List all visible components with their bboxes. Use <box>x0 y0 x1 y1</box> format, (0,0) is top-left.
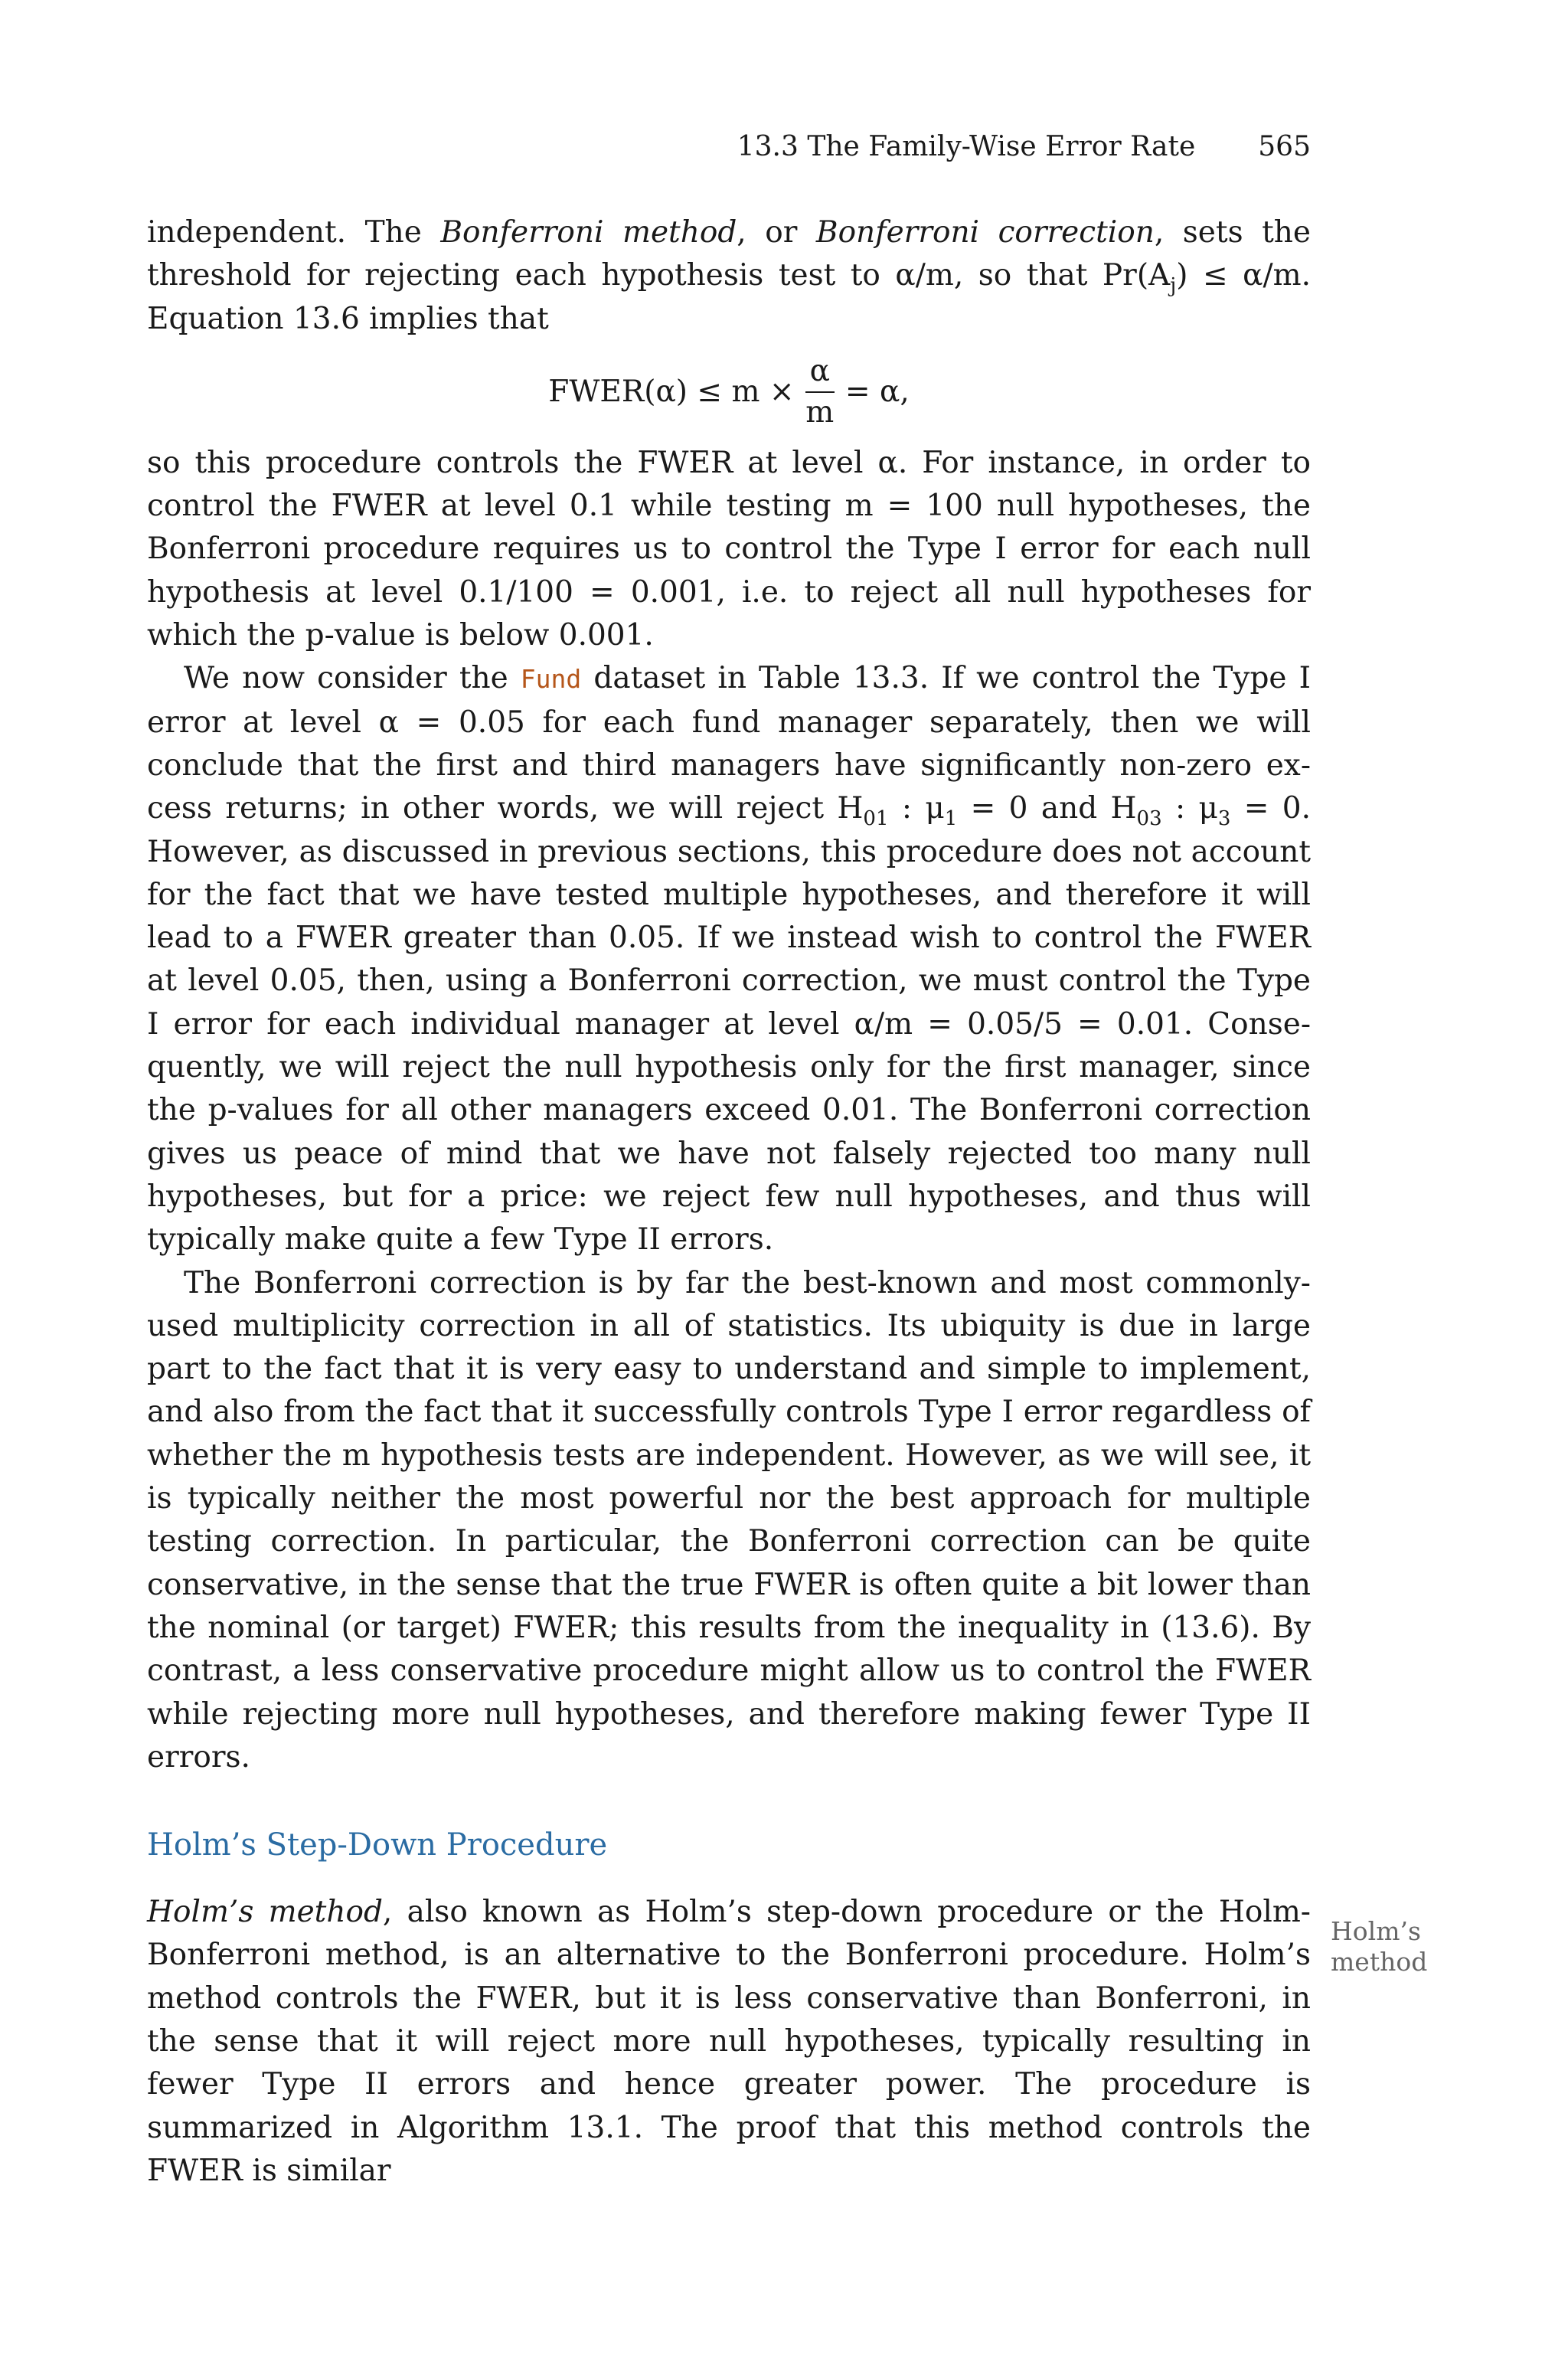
running-head <box>737 130 1311 164</box>
p1-term-bonferroni-method: Bonferroni method <box>440 215 737 250</box>
fund-dataset-code: Fund <box>520 664 582 695</box>
paragraph-5 <box>147 1891 1311 2193</box>
p1-term-bonferroni-correction: Bonferroni correction <box>815 215 1155 250</box>
p1-text-a: independent. The <box>147 215 441 250</box>
p3-sub-3: 3 <box>1217 807 1231 831</box>
p3-sub-1: 1 <box>944 807 958 831</box>
margin-note-line-2: method <box>1331 1947 1428 1977</box>
equation-lhs: FWER(α) ≤ m × <box>548 374 795 409</box>
paragraph-4: The Bonferroni correction is by far the best-known and most commonly-used multiplicity correction in all of statistics. Its ubiquity is due in large part to the fact that it is very easy to understand and simple to implement, and also from the fact that it successfully controls Type I error regardless of whether the m hypothesis tests are independent. However, as we will see, it is typically neither the most powerful nor the best approach for multiple testing correction. In particular, the Bonferroni correction can be quite conservative, in the sense that the true FWER is often quite a bit lower than the nominal (or target) FWER; this results from the inequality in (13.6). By contrast, a less conservative procedure might allow us to control the FWER while rejecting more null hypotheses, and therefore making fewer Type II errors. <box>147 1265 1311 1775</box>
paragraph-1 <box>147 211 1311 341</box>
fraction-denominator: m <box>805 394 835 430</box>
equation-fraction <box>805 352 835 433</box>
p3-text-c: : μ <box>888 791 945 826</box>
paragraph-2: so this procedure controls the FWER at level α. For instance, in order to control the FWER at level 0.1 while testing m = 100 null hypotheses, the Bonferroni procedure requires us to control the Type I error for each null hypothesis at level 0.1/100 = 0.001, i.e. to reject all null hypotheses for which the p-value is below 0.001. <box>147 445 1311 653</box>
p1-text-d: ) ≤ α/m. Equation 13.6 implies that <box>147 258 1311 336</box>
section-heading: Holm’s Step-Down Procedure <box>147 1827 608 1863</box>
p3-text-b: dataset in Table 13.3. If we control the Type I error at level α = 0.05 for each fund manager separately, then we will conclude that the first and third managers have significantly non-zero excess returns; in other words, we will reject H <box>147 661 1311 826</box>
fraction-numerator: α <box>805 352 835 393</box>
p3-text-d: = 0 and H <box>957 791 1137 826</box>
margin-note-line-1: Holm’s <box>1331 1916 1421 1946</box>
body-text <box>147 211 1311 2193</box>
paragraph-3 <box>147 657 1311 1261</box>
p3-text-a: We now consider the <box>184 661 521 696</box>
equation-rhs: = α, <box>844 374 910 409</box>
p3-text-f: = 0. However, as discussed in previous sections, this procedure does not account for the fact that we have tested multiple hypotheses, and therefore it will lead to a FWER greater than 0.05. If we instead wish to control the FWER at level 0.05, then, using a Bonferroni correction, we must control the Type I error for each individual manager at level α/m = 0.05/5 = 0.01. Consequently, we will reject the null hypothesis only for the first manager, since the p-values for all other managers exceed 0.01. The Bonferroni correction gives us peace of mind that we have not falsely rejected too many null hypotheses, but for a price: we reject few null hypotheses, and thus will typically make quite a few Type II errors. <box>147 791 1312 1258</box>
p1-text-c: , sets the threshold for rejecting each hypothesis test to α/m, so that Pr(A <box>147 215 1311 293</box>
margin-note <box>1331 1916 1453 1977</box>
p3-text-e: : μ <box>1161 791 1218 826</box>
p1-text-b: , or <box>737 215 816 250</box>
p3-sub-01: 01 <box>863 807 889 831</box>
p5-term-holms-method: Holm’s method <box>147 1895 383 1930</box>
display-equation <box>147 352 1311 433</box>
section-title: 13.3 The Family-Wise Error Rate <box>737 131 1196 162</box>
p3-sub-03: 03 <box>1136 807 1162 831</box>
p5-text: , also known as Holm’s step-down procedure or the Holm-Bonferroni method, is an alternative to the Bonferroni procedure. Holm’s method controls the FWER, but it is less conservative than Bonferroni, in the sense that it will reject more null hypotheses, typically resulting in fewer Type II errors and hence greater power. The procedure is summarized in Algorithm 13.1. The proof that this method controls the FWER is similar <box>147 1895 1311 2188</box>
p1-subscript: j <box>1170 274 1177 298</box>
page-number: 565 <box>1258 131 1311 162</box>
